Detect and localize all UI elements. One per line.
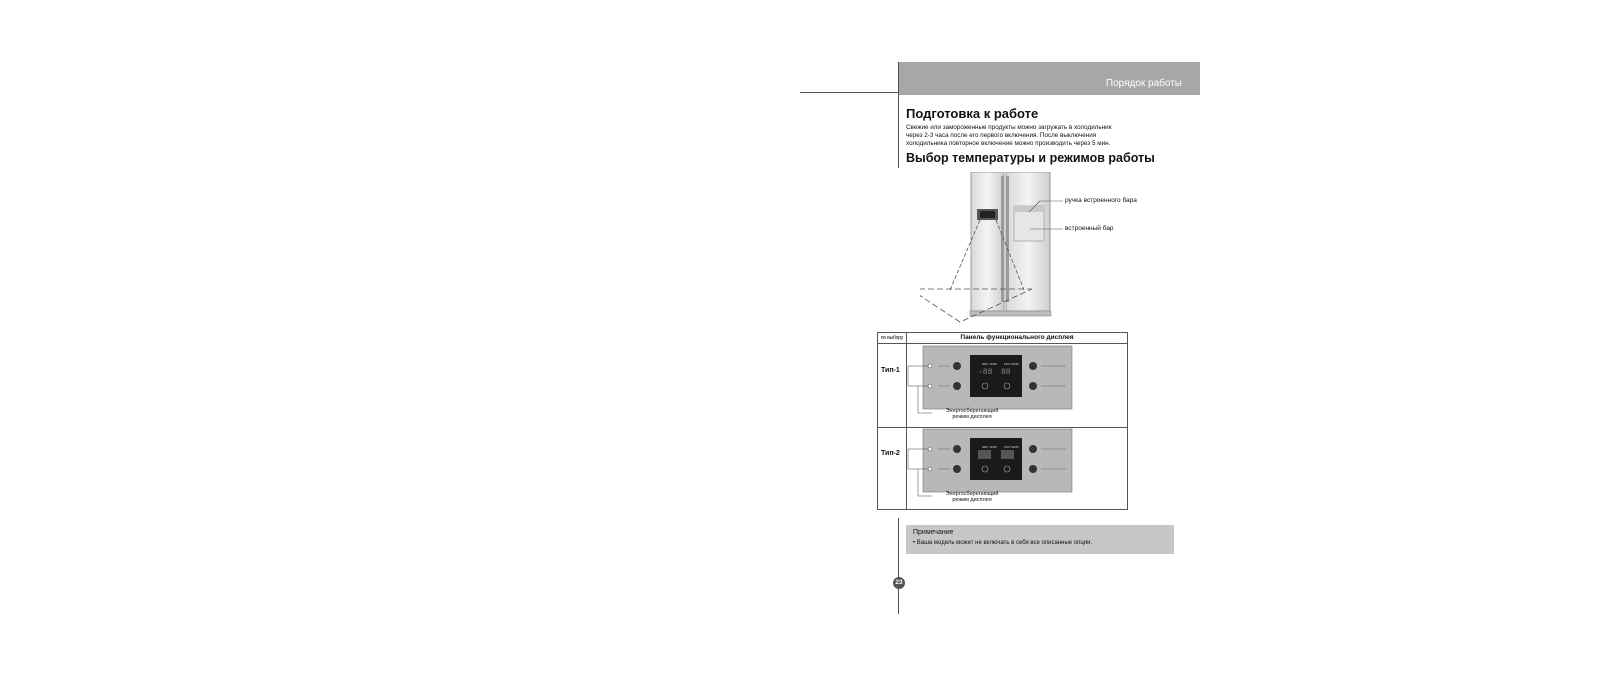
caption-line: Энергосберегающий xyxy=(945,491,999,497)
caption-line: Энергосберегающий xyxy=(945,408,999,414)
page-number: 23 xyxy=(893,577,905,589)
top-rule xyxy=(800,92,898,93)
column-header-option: по выбору xyxy=(878,333,907,343)
paragraph-line: Свежие или замороженные продукты можно загружать в холодильник xyxy=(906,124,1112,131)
temperature-heading: Выбор температуры и режимов работы xyxy=(906,151,1155,165)
note-text: • Ваша модель может не включать в себя все описанные опции. xyxy=(913,540,1093,546)
preparation-heading: Подготовка к работе xyxy=(906,106,1039,121)
svg-text:FRZ TEMP: FRZ TEMP xyxy=(1004,445,1019,449)
type-1-label: Тип-1 xyxy=(881,367,900,374)
refrigerator-image xyxy=(920,172,1160,330)
paragraph-line: через 2-3 часа после его первого включения. После выключения xyxy=(906,132,1097,139)
svg-text:REF TEMP: REF TEMP xyxy=(982,362,998,366)
energy-saving-caption xyxy=(932,491,1012,503)
caption-line: режим дисплея xyxy=(952,414,992,420)
svg-text:88: 88 xyxy=(1001,368,1011,377)
display-panel-table xyxy=(877,332,1128,510)
svg-text:-88: -88 xyxy=(978,368,993,377)
section-title: Порядок работы xyxy=(1105,78,1182,89)
svg-text:FRZ TEMP: FRZ TEMP xyxy=(1004,362,1019,366)
paragraph-line: холодильника повторное включение можно производить через 5 мин. xyxy=(906,140,1111,147)
refrigerator-illustration xyxy=(920,172,1160,330)
note-box xyxy=(906,525,1174,554)
vertical-rule-bottom xyxy=(898,518,899,614)
preparation-paragraph xyxy=(906,124,1206,148)
energy-saving-caption xyxy=(932,408,1012,420)
column-header-panel: Панель функционального дисплея xyxy=(960,334,1074,341)
svg-text:REF TEMP: REF TEMP xyxy=(982,445,998,449)
note-title: Примечание xyxy=(913,529,954,536)
home-bar-label: встроенный бар xyxy=(1065,225,1114,232)
caption-line: режим дисплея xyxy=(952,497,992,503)
bar-handle-label: ручка встроенного бара xyxy=(1065,197,1137,204)
type-2-label: Тип-2 xyxy=(881,450,900,457)
section-header-bar xyxy=(899,62,1200,95)
